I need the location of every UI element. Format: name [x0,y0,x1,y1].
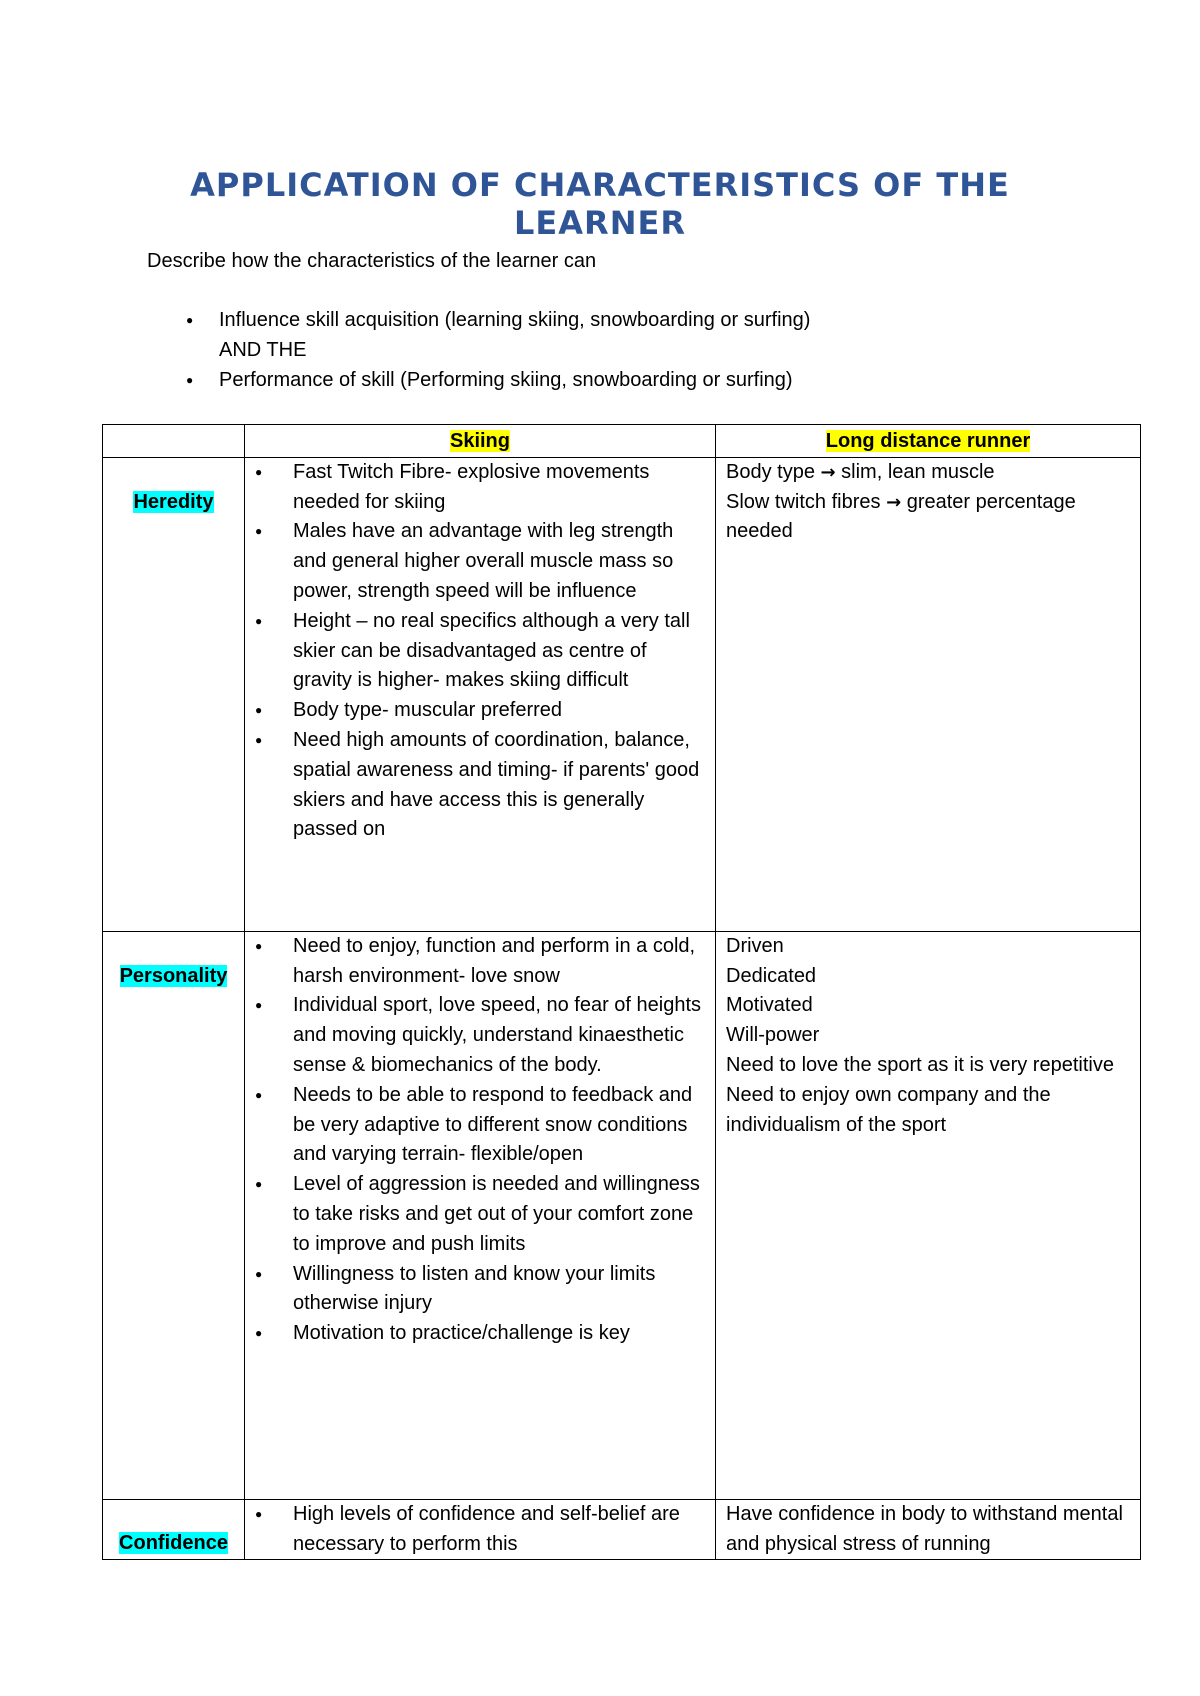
arrow-right-icon: → [820,461,836,483]
skiing-cell [245,931,716,1499]
intro-connector: AND THE [219,339,307,361]
list-item: ● Body type- muscular preferred [293,696,705,726]
runner-cell [716,457,1141,931]
list-item: ● High levels of confidence and self-belief are necessary to perform this [293,1500,705,1560]
skiing-list [255,932,705,1349]
list-item: ● Willingness to listen and know your limits otherwise injury [293,1260,705,1320]
list-item: ● Fast Twitch Fibre- explosive movements needed for skiing [293,458,705,518]
intro-text: Describe how the characteristics of the learner can [147,250,597,272]
list-item: ● Height – no real specifics although a very tall skier can be disadvantaged as centre of gravity is higher- makes skiing difficult [293,607,705,696]
characteristics-table [102,424,1141,1560]
document-title [160,166,1040,242]
row-label-cell [103,1499,245,1560]
intro-bullet-1: ● Influence skill acquisition (learning skiing, snowboarding or surfing) [186,305,810,335]
list-item: ● Individual sport, love speed, no fear of heights and moving quickly, understand kinaesthetic sense & biomechanics of the body. [293,991,705,1080]
skiing-cell [245,1499,716,1560]
header-empty-cell [103,425,245,458]
list-item: ● Need high amounts of coordination, balance, spatial awareness and timing- if parents' good skiers and have access this is generally passed on [293,726,705,845]
list-item: ● Need to enjoy, function and perform in a cold, harsh environment- love snow [293,932,705,992]
list-item: Have confidence in body to withstand mental and physical stress of running [726,1502,1123,1555]
skiing-list [255,458,705,845]
intro-bullet-list [186,305,810,395]
list-item: ● Needs to be able to respond to feedback and be very adaptive to different snow conditions and varying terrain- flexible/open [293,1081,705,1170]
table-row-confidence [103,1499,1141,1560]
header-skiing [245,425,716,458]
runner-cell [716,1499,1141,1560]
list-item: Motivated [726,994,813,1017]
row-label-heredity: Heredity [133,490,214,513]
arrow-right-icon: → [886,491,902,513]
skiing-list [255,1500,705,1560]
title-line-2: LEARNER [514,204,686,242]
list-item: ● Males have an advantage with leg strength and general higher overall muscle mass so power, strength speed will be influence [293,517,705,606]
skiing-cell [245,457,716,931]
list-item: Will-power [726,1024,820,1047]
list-item: Need to enjoy own company and the individualism of the sport [726,1083,1051,1136]
table-row-personality [103,931,1141,1499]
table-row-heredity [103,457,1141,931]
table-header-row [103,425,1141,458]
row-label-cell [103,457,245,931]
list-item: ● Motivation to practice/challenge is key [293,1319,705,1349]
header-skiing-label: Skiing [449,430,510,452]
list-item: Need to love the sport as it is very repetitive [726,1053,1114,1076]
title-line-1: APPLICATION OF CHARACTERISTICS OF THE [190,166,1010,204]
list-item: Body type → slim, lean muscle [726,460,995,483]
runner-cell [716,931,1141,1499]
list-item: Driven [726,934,784,957]
row-label-cell [103,931,245,1499]
header-runner [716,425,1141,458]
list-item: Dedicated [726,964,817,987]
intro-bullet-2: ● Performance of skill (Performing skiing, snowboarding or surfing) [186,365,810,395]
list-item: ● Level of aggression is needed and willingness to take risks and get out of your comfort zone to improve and push limits [293,1170,705,1259]
header-runner-label: Long distance runner [825,430,1031,452]
list-item: Slow twitch fibres → greater percentage needed [726,490,1076,543]
row-label-personality: Personality [119,964,228,987]
row-label-confidence: Confidence [119,1531,228,1554]
